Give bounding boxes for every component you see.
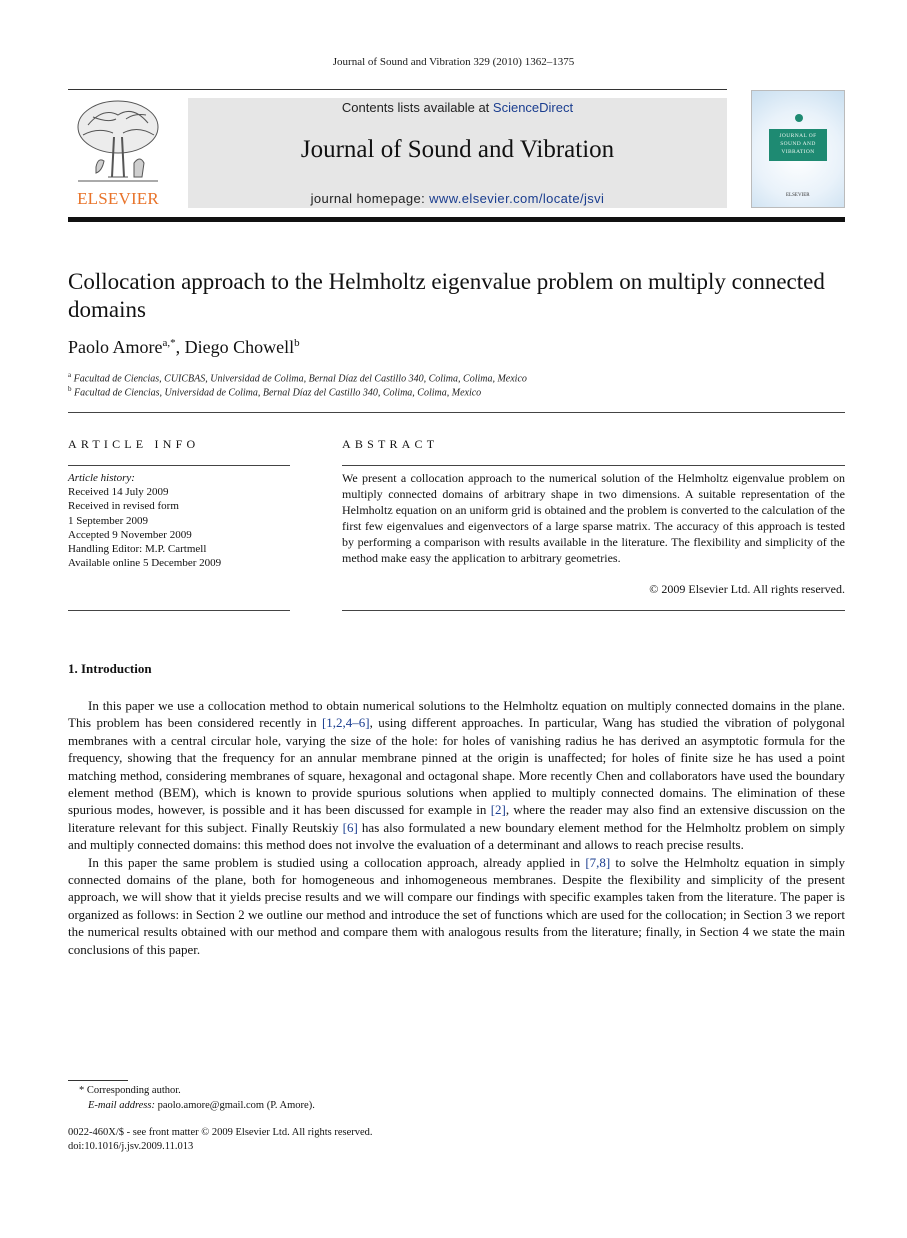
email-label: E-mail address: [88,1100,155,1111]
paragraph-text: In this paper the same problem is studied using a collocation approach, already applied in [88,854,586,870]
abstract-bottom-rule [342,610,845,611]
author-name[interactable]: Paolo Amore [68,337,163,357]
cover-title: JOURNAL OF SOUND AND VIBRATION [769,129,827,161]
paragraph-text: to solve the Helmholtz equation in simply connected domains of the plane, both for homogeneous and inhomogeneous membranes. Despite the flexibility and simplicity of the present approach, we will show that it yields precise results and we will compare our findings with specific examples taken from the literature. The paper is organized as follows: in Section 2 we outline our method and introduce the set of functions which are used for the collocation; in Section 3 we report the numerical results obtained with our method and compare them with analogous results from the literature; finally, in Section 4 we state the main conclusions of this paper. [68,854,845,957]
header-divider [68,89,727,90]
affiliation [68,385,481,398]
abstract-copyright: © 2009 Elsevier Ltd. All rights reserved. [649,582,845,596]
abstract-text: We present a collocation approach to the numerical solution of the Helmholtz eigenvalue problem on multiply connected domains of arbitrary shape in two dimensions. A suitable representation of the Helmholtz equation on an uniform grid is obtained and the problem is converted to the calculation of the first few eigenvalues and eigenvectors of a large sparse matrix. The accuracy of this approach is tested by performing a comparison with results available in the literature. The flexibility and simplicity of the method make easy the application to arbitrary geometries. [342,471,845,565]
header-thick-rule [68,217,845,222]
affiliation-text: Facultad de Ciencias, Universidad de Colima, Bernal Díaz del Castillo 340, Colima, Colima, Mexico [74,387,482,399]
affiliation-text: Facultad de Ciencias, CUICBAS, Universidad de Colima, Bernal Díaz del Castillo 340, Colima, Colima, Mexico [73,373,527,385]
paragraph-text: , where the reader may also find an extensive discussion on the literature relevant for this subject. Finally Reutskiy [68,802,845,835]
homepage-line [188,191,727,206]
article-info-rule [68,465,290,466]
email-address[interactable]: paolo.amore@gmail.com (P. Amore). [154,1100,315,1111]
affiliation [68,371,527,384]
tree-icon [68,97,168,189]
article-title: Collocation approach to the Helmholtz eigenvalue problem on multiply connected domains [68,269,825,322]
reference-link[interactable]: [6] [342,819,358,835]
section-divider [68,412,845,413]
author-name[interactable]: Diego Chowell [184,337,295,357]
homepage-prefix: journal homepage: [310,191,430,206]
journal-title: Journal of Sound and Vibration [300,136,615,163]
article-info-bottom-rule [68,610,290,611]
homepage-link[interactable]: www.elsevier.com/locate/jsvi [429,191,605,206]
affiliation-mark: a [68,371,72,379]
footnote-mark: * [79,1085,85,1096]
cover-publisher: ELSEVIER [786,193,810,198]
history-item: 1 September 2009 [68,514,149,527]
history-item: Accepted 9 November 2009 [68,528,192,541]
introduction-heading: 1. Introduction [68,661,152,676]
journal-banner [188,98,727,208]
cover-emblem-icon [795,114,803,122]
affiliation-mark: b [68,385,72,393]
paragraph-text: has also formulated a new boundary element method for the Helmholtz problem on simply and multiply connected domains: this method does not involve the evaluation of a determinant and allows to reach precise results. [68,819,845,853]
reference-link[interactable]: [1,2,4–6] [321,715,370,731]
history-item: Available online 5 December 2009 [68,557,222,570]
contents-prefix: Contents lists available at [341,100,493,115]
sciencedirect-link[interactable]: ScienceDirect [492,100,574,115]
email-note [68,1100,315,1111]
elsevier-logo[interactable] [68,97,168,209]
author-list: Paolo Amore$^{a,*}$, Diego Chowell$^b$ [68,337,300,357]
history-label: Article history: [68,472,135,484]
history-item: Received in revised form [68,500,179,513]
abstract-heading: ABSTRACT [342,437,439,451]
doi[interactable]: doi:10.1016/j.jsv.2009.11.013 [68,1141,194,1152]
introduction-body [68,697,845,958]
paragraph [68,697,845,854]
reference-link[interactable]: [2] [490,802,506,818]
author-affiliation-mark: a,* [162,337,176,349]
journal-citation: Journal of Sound and Vibration 329 (2010) 1362–1375 [332,56,575,68]
publisher-name: ELSEVIER [77,189,159,208]
article-info-heading: ARTICLE INFO [68,437,200,451]
corresponding-author-note [68,1085,181,1096]
reference-link[interactable]: [7,8] [585,854,611,870]
article-history [68,471,290,570]
footnote-text: Corresponding author. [84,1085,181,1096]
author-affiliation-mark: b [294,337,300,349]
paragraph-text: In this paper we use a collocation method to obtain numerical solutions to the Helmholtz equation on multiply connected domains in the plane. This problem has been considered recently in [68,698,845,731]
journal-cover-thumbnail[interactable] [751,90,845,208]
paragraph-text: , using different approaches. In particular, Wang has studied the vibration of polygonal membranes with a central circular hole, varying the size of the hole: for holes of vanishing radius he has derived an asymptotic formula for the frequency, showing that the frequency for an annular membrane pinned at the origin is unaffected; for holes of finite size he has used a point matching method, considering membranes of square, hexagonal and octagonal shape. More recently Chen and collaborators have used the boundary element method (BEM), which is known to provide spurious solutions when applied to multiply connected domains. The elimination of these spurious modes, however, is possible and it has been discussed for example in [68,715,845,818]
contents-line [188,100,727,115]
footnote-divider [68,1080,128,1081]
front-matter-issn: 0022-460X/$ - see front matter © 2009 Elsevier Ltd. All rights reserved. [68,1127,373,1138]
abstract-rule [342,465,845,466]
history-item: Received 14 July 2009 [68,486,169,499]
paragraph [68,854,845,958]
history-item: Handling Editor: M.P. Cartmell [68,543,207,556]
